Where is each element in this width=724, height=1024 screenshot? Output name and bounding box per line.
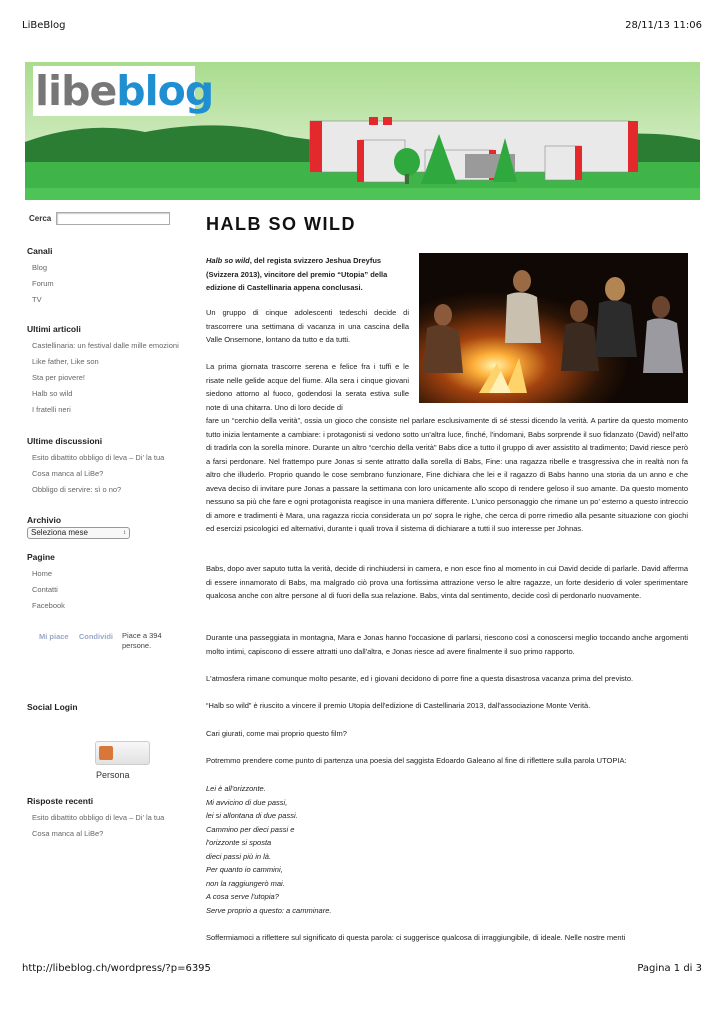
article-paragraph: fare un “cerchio della verità”, ossia un gioco che consiste nel parlare esclusivamente di sé stessi dicendo la verità. A partire da questo momento tutto inizia lentamente a cambiare: i protagonisti si vedono sotto un'altra luce, finché, l'indomani, Babs sorprende il suo fidanzato (David) nell'atto di tradirla con la sorella minore. Durante un altro “cerchio della verità” Babs dice a tutto il gruppo di aver assistito al tradimento; David riesce però a farsi perdonare. Nel frattempo pure Jonas si sente attratto dalla sorella di Babs, Fine: una ragazza ribelle e trasgressiva che in realtà non fa altro che illuderlo. Proprio quando le cose sembrano funzionare, Fine dichiara che lei e il ragazzo di Babs hanno una storia da un anno e che aveva deciso di invitare pure Jonas a passare la settimana con loro unicamente allo scopo di rendere geloso il suo amante. Da questo momento nessuno sa più che fare e ogni protagonista reagisce in una maniera differente. L'unico personaggio che rimane un po' esterno a questo intreccio di amore e tradimenti è Mara, una ragazza riccia considerata un po' sopra le righe, che cerca di porre rimedio alla pesante situazione con giochi ed esercizi psicologici ed alternativi, durante i quali trova il sistema di dichiarare a tutti il suo interesse per Johnas. (206, 416, 688, 533)
print-footer-url: http://libeblog.ch/wordpress/?p=6395 (22, 963, 211, 974)
poem-line: Cammino per dieci passi e (206, 824, 295, 834)
widget-title: Canali (27, 246, 53, 256)
discussion-link[interactable]: Esito dibattito obbligo di leva – Di' la tua (32, 453, 165, 462)
site-logo[interactable] (33, 66, 214, 116)
widget-title: Pagine (27, 552, 55, 562)
poem-line: Lei è all'orizzonte. (206, 784, 266, 793)
poem (206, 782, 506, 917)
persona-label: Persona (96, 770, 130, 780)
intro-text: , del regista svizzero Jeshua Dreyfus (Svizzera 2013), vincitore del premio “Utopia” della edizione di Castellinaria appena conclusasi. (206, 256, 388, 292)
widget-title: Risposte recenti (27, 796, 94, 806)
widget-ultime-discussioni (27, 436, 187, 500)
poem-line: non la raggiungerò mai. (206, 878, 285, 888)
print-header (22, 20, 702, 34)
poem-line: A cosa serve l'utopia? (206, 892, 279, 901)
widget-title: Social Login (27, 702, 78, 712)
persona-login-button[interactable] (95, 741, 150, 780)
archive-month-select[interactable] (27, 527, 130, 539)
print-footer-page: Pagina 1 di 3 (637, 963, 702, 974)
search-label: Cerca (29, 214, 52, 223)
article-intro (206, 254, 409, 295)
poem-line: Serve proprio a questo: a camminare. (206, 905, 332, 915)
article-paragraph: La prima giornata trascorre serena e felice fra i tuffi e le risate nelle gelide acque del fiume. Alla sera i cinque giovani siedono attorno al fuoco, godendosi la serata estiva sulle note di una chitarra. Uno di loro decide di (206, 362, 409, 412)
reply-link[interactable]: Esito dibattito obbligo di leva – Di' la tua (32, 813, 165, 822)
page-link-contatti[interactable]: Contatti (32, 585, 58, 594)
fb-like-button[interactable]: Mi piace (39, 632, 69, 641)
sidebar-item-tv[interactable]: TV (32, 295, 42, 304)
poem-line: dieci passi più in là. (206, 851, 272, 861)
article-paragraph: Potremmo prendere come punto di partenza una poesia del saggista Edoardo Galeano al fine di riflettere sulla parola UTOPIA: (206, 756, 627, 765)
widget-social-login (27, 702, 187, 718)
sidebar-item-blog[interactable]: Blog (32, 263, 48, 272)
select-value: Seleziona mese (31, 528, 88, 537)
page-link-home[interactable]: Home (32, 569, 53, 578)
print-header-title: LiBeBlog (22, 20, 66, 31)
article-paragraph: L'atmosfera rimane comunque molto pesante, ed i giovani decidono di porre fine a questa disastrosa vacanza prima del previsto. (206, 674, 634, 683)
poem-line: l'orizzonte si sposta (206, 838, 272, 847)
fb-like-count: Piace a 394 persone. (122, 631, 162, 650)
logo-part-blog: blog (116, 67, 214, 115)
widget-canali (27, 246, 187, 310)
fb-share-button[interactable]: Condividi (78, 632, 113, 641)
discussion-link[interactable]: Cosa manca al LiBe? (32, 469, 104, 478)
article-paragraph: “Halb so wild” è riuscito a vincere il premio Utopia dell'edizione di Castellinaria 2013, dall'associazione Monte Verità. (206, 701, 591, 710)
article-paragraph: Durante una passeggiata in montagna, Mara e Jonas hanno l'occasione di parlarsi, riescono così a conoscersi meglio toccando anche argomenti molto intimi, capiscono di essere attratti uno dall'altra, e Jonas riesce ad avere finalmente il suo primo rapporto. (206, 633, 688, 656)
poem-line: Per quanto io cammini, (206, 865, 283, 874)
search-input[interactable] (56, 212, 170, 225)
select-arrows-icon: ↕ (123, 530, 126, 536)
widget-risposte-recenti (27, 796, 187, 844)
widget-archivio (27, 515, 187, 539)
article-question: Cari giurati, come mai proprio questo film? (206, 729, 347, 738)
article-link[interactable]: Like father, Like son (32, 357, 99, 366)
article-link[interactable]: I fratelli neri (32, 405, 71, 414)
logo-part-libe: libe (35, 67, 117, 115)
site-banner (25, 62, 700, 200)
facebook-like-widget (39, 631, 189, 650)
poem-line: lei si allontana di due passi. (206, 811, 298, 820)
article-paragraph: Soffermiamoci a riflettere sul significato di questa parola: ci suggerisce qualcosa di irraggiungibile, di ideale. Nelle nostre menti (206, 933, 626, 942)
article-link[interactable]: Halb so wild (32, 389, 73, 398)
persona-icon (99, 746, 113, 760)
print-header-date: 28/11/13 11:06 (625, 20, 702, 31)
print-footer (22, 963, 702, 977)
article-paragraph: Un gruppo di cinque adolescenti tedeschi decide di trascorrere una settimana di vacanza in una cascina della Valle Onsernone, lontano da tutto e da tutti. (206, 308, 409, 344)
widget-title: Archivio (27, 515, 62, 525)
reply-link[interactable]: Cosa manca al LiBe? (32, 829, 104, 838)
article-link[interactable]: Sta per piovere! (32, 373, 85, 382)
discussion-link[interactable]: Obbligo di servire: sì o no? (32, 485, 122, 494)
widget-title: Ultime discussioni (27, 436, 103, 446)
article-paragraph: Babs, dopo aver saputo tutta la verità, decide di rinchiudersi in camera, e non esce fino al momento in cui David decide di parlarle. David afferma di essere innamorato di Babs, ma malgrado ciò prova una fortissima attrazione verso le altre ragazze, un forte desiderio di voler sperimentare qualcosa anche con altre persone al di fuori della sua relazione. Babs, vinta dal sentimento, decide così di perdonarlo nuovamente. (206, 564, 688, 600)
film-title: Halb so wild (206, 256, 250, 265)
widget-ultimi-articoli (27, 324, 187, 420)
film-still-image (419, 253, 688, 403)
widget-pagine (27, 552, 187, 616)
campfire-scene (419, 253, 688, 403)
page-link-facebook[interactable]: Facebook (32, 601, 65, 610)
widget-title: Ultimi articoli (27, 324, 81, 334)
article-title: HALB SO WILD (206, 214, 356, 234)
sidebar-item-forum[interactable]: Forum (32, 279, 54, 288)
article-link[interactable]: Castellinaria: un festival dalle mille emozioni (32, 341, 179, 350)
poem-line: Mi avvicino di due passi, (206, 797, 288, 807)
